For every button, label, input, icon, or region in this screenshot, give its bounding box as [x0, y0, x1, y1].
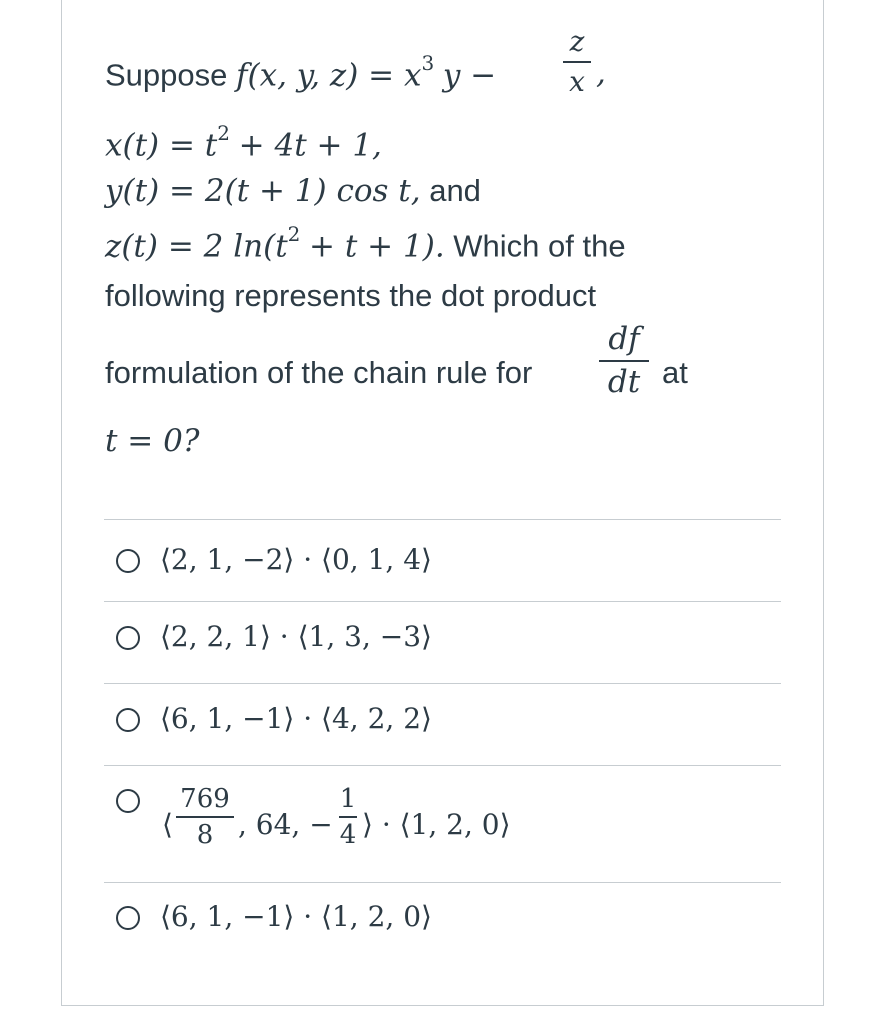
angle-bracket-open: ⟨	[162, 808, 173, 841]
radio-button[interactable]	[116, 906, 140, 930]
question-line-2	[105, 121, 382, 164]
question-text-and: and	[429, 173, 481, 208]
question-text-suppose: Suppose	[105, 57, 228, 93]
question-line-7: t = 0?	[105, 423, 200, 459]
fraction-bar	[339, 816, 357, 818]
fraction-z-over-x	[563, 25, 591, 98]
radio-button[interactable]	[116, 708, 140, 732]
exponent: 2	[287, 222, 301, 246]
fraction-denominator: 4	[339, 820, 357, 850]
radio-button[interactable]	[116, 789, 140, 813]
y-of-t: y(t) = 2(t + 1) cos t,	[105, 173, 421, 209]
question-line-4	[105, 222, 626, 265]
z-of-t-b: + t + 1).	[309, 228, 445, 265]
fraction-denominator: 8	[196, 820, 214, 850]
comma: ,	[596, 55, 606, 91]
fraction-df-dt	[599, 321, 649, 400]
answer-option-5[interactable]	[104, 883, 781, 958]
function-definition-b: y −	[442, 57, 497, 94]
fraction-769-over-8	[176, 786, 234, 848]
answer-label: ⟨6, 1, −1⟩ · ⟨4, 2, 2⟩	[160, 702, 432, 735]
fraction-denominator: x	[569, 65, 585, 98]
fraction-numerator: df	[608, 321, 640, 357]
exponent: 2	[217, 121, 231, 145]
answer-option-3[interactable]	[104, 684, 781, 765]
answer-label: ⟨2, 2, 1⟩ · ⟨1, 3, −3⟩	[160, 620, 432, 653]
exponent: 3	[421, 51, 435, 75]
answer-option-4[interactable]	[104, 766, 781, 882]
question-line-1	[105, 51, 497, 94]
answer-label-close: ⟩ · ⟨1, 2, 0⟩	[362, 808, 511, 841]
question-text-at: at	[662, 355, 688, 390]
answer-option-1[interactable]	[104, 520, 781, 601]
fraction-bar	[599, 360, 649, 362]
fraction-bar	[176, 816, 234, 818]
x-of-t-b: + 4t + 1,	[238, 127, 382, 164]
z-of-t: z(t) = 2 ln(t	[105, 228, 288, 265]
answer-middle: , 64, −	[238, 808, 333, 841]
fraction-numerator: 769	[180, 784, 230, 814]
question-line-5: following represents the dot product	[105, 278, 597, 313]
question-text-which: Which of the	[453, 228, 626, 264]
fraction-bar	[563, 61, 591, 63]
answer-label: ⟨2, 1, −2⟩ · ⟨0, 1, 4⟩	[160, 543, 432, 576]
x-of-t: x(t) = t	[105, 127, 218, 164]
function-definition: f(x, y, z) = x	[236, 57, 422, 94]
fraction-numerator: z	[569, 25, 585, 58]
fraction-denominator: dt	[607, 364, 641, 400]
radio-button[interactable]	[116, 549, 140, 573]
answer-label: ⟨6, 1, −1⟩ · ⟨1, 2, 0⟩	[160, 900, 432, 933]
question-line-6: formulation of the chain rule for	[105, 355, 533, 390]
answer-option-2[interactable]	[104, 602, 781, 683]
fraction-numerator: 1	[339, 784, 357, 814]
fraction-1-over-4	[339, 786, 357, 848]
question-line-3	[105, 175, 481, 207]
radio-button[interactable]	[116, 626, 140, 650]
